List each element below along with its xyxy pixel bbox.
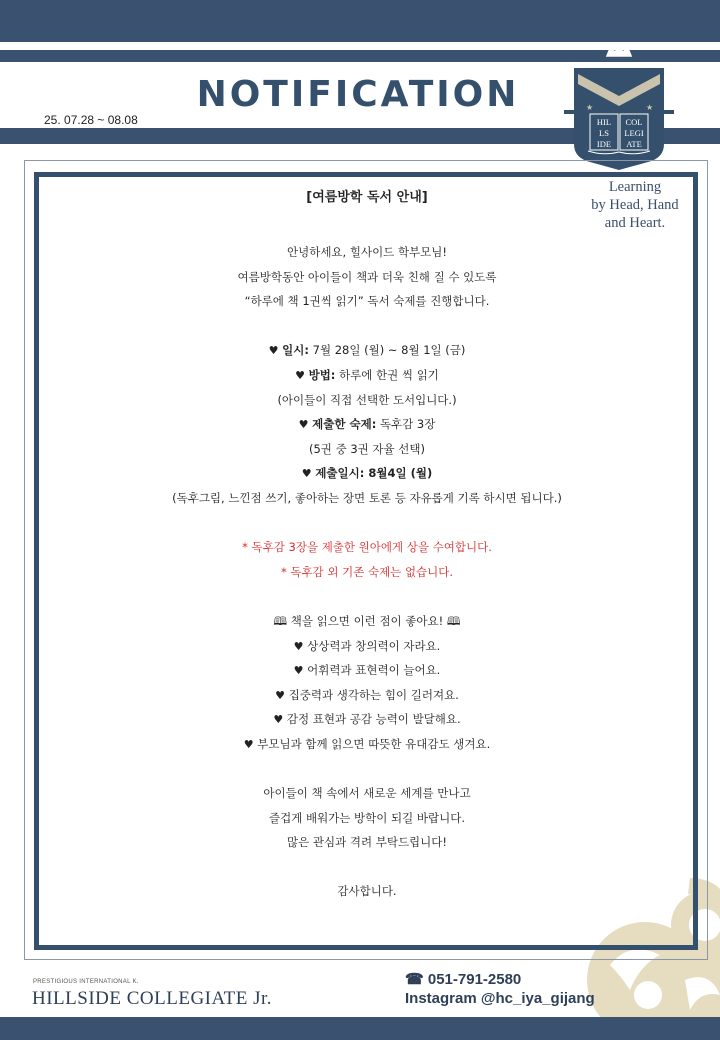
crest-text-1: HIL [596,117,612,127]
intro-line-3: “하루에 책 1권씩 읽기” 독서 숙제를 진행합니다. [244,294,490,309]
closing-line-1: 아이들이 책 속에서 새로운 세계를 만나고 [263,786,471,801]
heart-icon: ♥ [298,418,309,432]
footer-phone [405,970,521,988]
book-icon: 🕮 [446,613,461,628]
schedule-value: 7월 28일 (월) ~ 8월 1일 (금) [308,343,466,358]
method-line [40,363,694,388]
benefit-item [40,658,694,683]
footer-instagram: Instagram @hc_iya_gijang [405,990,595,1007]
intro-line-2: 여름방학동안 아이들이 책과 더욱 친해 질 수 있도록 [237,269,497,284]
heart-icon: ♥ [295,368,305,382]
homework-value: 독후감 3장 [376,417,436,432]
heart-icon: ♥ [301,467,312,481]
closing-line-3: 많은 관심과 격려 부탁드립니다! [287,835,447,850]
benefits-title: 책을 읽으면 이런 점이 좋아요! [290,613,444,628]
method-note: (아이들이 직접 선택한 도서입니다.) [277,392,457,407]
motto-line-3: and Heart. [604,215,666,231]
award-note: * 독후감 3장을 제출한 원아에게 상을 수여합니다. [242,540,492,555]
benefit-text: 부모님과 함께 읽으면 따뜻한 유대감도 생겨요. [257,736,491,751]
svg-text:★: ★ [646,103,654,112]
benefits-title-line [40,609,694,634]
crest-text-3: LS [599,128,609,138]
footer-tagline: PRESTIGIOUS INTERNATIONAL K. [33,979,139,985]
benefit-text: 어휘력과 표현력이 늘어요. [307,663,441,678]
footer-band [0,1017,720,1040]
page-title: NOTIFICATION [196,74,520,115]
closing-line-2: 즐겁게 배워가는 방학이 되길 바랍니다. [268,810,466,825]
benefit-text: 집중력과 생각하는 힘이 길러져요. [288,687,459,702]
method-value: 하루에 한권 씩 읽기 [335,367,439,382]
homework-label: 제출한 숙제: [312,417,377,432]
due-label: 제출일시: 8월4일 (월) [315,466,433,481]
phone-number: 051-791-2580 [427,971,522,988]
no-other-homework-note: * 독후감 외 기존 숙제는 없습니다. [280,564,454,579]
book-icon: 🕮 [273,613,288,628]
method-label: 방법: [308,367,336,382]
benefit-item [40,634,694,659]
motto-line-1: Learning [608,179,662,195]
crest-text-2: COL [625,117,643,127]
benefit-item [40,683,694,708]
notice-content [40,186,694,904]
crest-text-6: ATE [626,139,642,149]
schedule-label: 일시: [282,343,309,358]
school-crest-icon [564,40,674,170]
notice-heading: [여름방학 독서 안내] [306,190,428,205]
crest-text-4: LEGI [624,128,644,138]
heart-icon: ♥ [243,737,254,751]
due-line [40,461,694,486]
date-range: 25. 07.28 ~ 08.08 [44,113,138,127]
homework-line [40,412,694,437]
thanks-line: 감사합니다. [337,884,397,899]
heart-icon: ♥ [293,639,304,653]
schedule-line [40,338,694,363]
heart-icon: ♥ [275,688,286,702]
benefit-text: 감정 표현과 공감 능력이 발달해요. [286,712,461,727]
header-band-top [0,0,720,42]
crest-text-5: IDE [596,139,612,149]
benefit-text: 상상력과 창의력이 자라요. [307,638,441,653]
benefit-item [40,707,694,732]
heart-icon: ♥ [268,344,279,358]
benefit-item [40,732,694,757]
svg-text:★: ★ [586,103,594,112]
intro-line-1: 안녕하세요, 힐사이드 학부모님! [287,245,447,259]
homework-note: (5권 중 3권 자율 선택) [309,441,425,456]
heart-icon: ♥ [273,713,284,727]
due-note: (독후그림, 느낀점 쓰기, 좋아하는 장면 토론 등 자유롭게 기록 하시면 됩니다.) [172,490,562,505]
heart-icon: ♥ [293,664,304,678]
motto-line-2: by Head, Hand [591,197,679,213]
footer-school-name: HILLSIDE COLLEGIATE Jr. [32,988,272,1009]
phone-icon: ☎ [405,971,424,988]
